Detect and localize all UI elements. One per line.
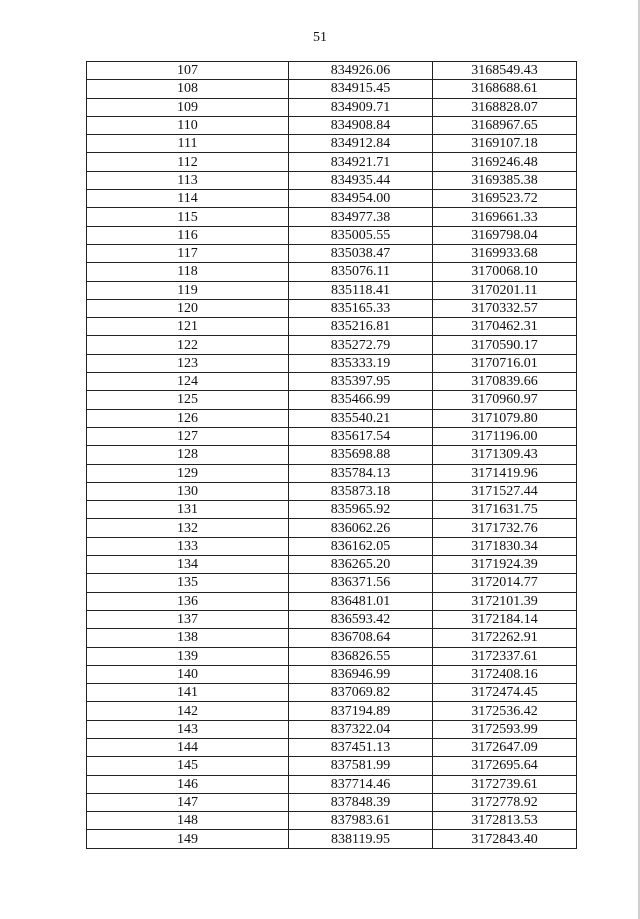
table-row (87, 427, 577, 445)
table-row (87, 135, 577, 153)
y-coordinate-cell: 3172101.39 (433, 592, 577, 610)
x-coordinate-cell: 835466.99 (289, 391, 433, 409)
table-row (87, 757, 577, 775)
y-coordinate-cell: 3171196.00 (433, 427, 577, 445)
x-coordinate-cell: 835118.41 (289, 281, 433, 299)
table-row (87, 80, 577, 98)
table-row (87, 610, 577, 628)
table-row (87, 830, 577, 848)
point-number-cell: 139 (87, 647, 289, 665)
x-coordinate-cell: 835005.55 (289, 226, 433, 244)
y-coordinate-cell: 3172695.64 (433, 757, 577, 775)
x-coordinate-cell: 834926.06 (289, 62, 433, 80)
point-number-cell: 124 (87, 373, 289, 391)
x-coordinate-cell: 835965.92 (289, 501, 433, 519)
x-coordinate-cell: 836946.99 (289, 665, 433, 683)
y-coordinate-cell: 3169523.72 (433, 190, 577, 208)
point-number-cell: 136 (87, 592, 289, 610)
y-coordinate-cell: 3172014.77 (433, 574, 577, 592)
table-row (87, 464, 577, 482)
point-number-cell: 130 (87, 482, 289, 500)
point-number-cell: 129 (87, 464, 289, 482)
y-coordinate-cell: 3171924.39 (433, 556, 577, 574)
table-row (87, 190, 577, 208)
point-number-cell: 148 (87, 812, 289, 830)
point-number-cell: 122 (87, 336, 289, 354)
y-coordinate-cell: 3172593.99 (433, 720, 577, 738)
table-row (87, 226, 577, 244)
table-row (87, 263, 577, 281)
point-number-cell: 117 (87, 244, 289, 262)
y-coordinate-cell: 3169661.33 (433, 208, 577, 226)
y-coordinate-cell: 3169933.68 (433, 244, 577, 262)
x-coordinate-cell: 834915.45 (289, 80, 433, 98)
point-number-cell: 125 (87, 391, 289, 409)
point-number-cell: 133 (87, 537, 289, 555)
point-number-cell: 137 (87, 610, 289, 628)
point-number-cell: 111 (87, 135, 289, 153)
y-coordinate-cell: 3169798.04 (433, 226, 577, 244)
y-coordinate-cell: 3168828.07 (433, 98, 577, 116)
point-number-cell: 140 (87, 665, 289, 683)
point-number-cell: 147 (87, 793, 289, 811)
x-coordinate-cell: 835272.79 (289, 336, 433, 354)
point-number-cell: 120 (87, 299, 289, 317)
y-coordinate-cell: 3168688.61 (433, 80, 577, 98)
point-number-cell: 109 (87, 98, 289, 116)
y-coordinate-cell: 3171830.34 (433, 537, 577, 555)
point-number-cell: 128 (87, 446, 289, 464)
point-number-cell: 119 (87, 281, 289, 299)
point-number-cell: 135 (87, 574, 289, 592)
y-coordinate-cell: 3172474.45 (433, 684, 577, 702)
point-number-cell: 110 (87, 116, 289, 134)
x-coordinate-cell: 837714.46 (289, 775, 433, 793)
x-coordinate-cell: 835165.33 (289, 299, 433, 317)
table-row (87, 482, 577, 500)
point-number-cell: 121 (87, 318, 289, 336)
table-row (87, 812, 577, 830)
point-number-cell: 123 (87, 354, 289, 372)
point-number-cell: 112 (87, 153, 289, 171)
x-coordinate-cell: 834935.44 (289, 171, 433, 189)
x-coordinate-cell: 836371.56 (289, 574, 433, 592)
y-coordinate-cell: 3172647.09 (433, 738, 577, 756)
table-row (87, 702, 577, 720)
x-coordinate-cell: 837194.89 (289, 702, 433, 720)
x-coordinate-cell: 836708.64 (289, 629, 433, 647)
point-number-cell: 145 (87, 757, 289, 775)
x-coordinate-cell: 835617.54 (289, 427, 433, 445)
x-coordinate-cell: 834954.00 (289, 190, 433, 208)
x-coordinate-cell: 835397.95 (289, 373, 433, 391)
x-coordinate-cell: 837581.99 (289, 757, 433, 775)
x-coordinate-cell: 835784.13 (289, 464, 433, 482)
table-row (87, 318, 577, 336)
table-row (87, 775, 577, 793)
point-number-cell: 118 (87, 263, 289, 281)
x-coordinate-cell: 835216.81 (289, 318, 433, 336)
y-coordinate-cell: 3172262.91 (433, 629, 577, 647)
table-row (87, 537, 577, 555)
point-number-cell: 115 (87, 208, 289, 226)
coordinates-table-body (87, 62, 577, 849)
table-row (87, 354, 577, 372)
y-coordinate-cell: 3169246.48 (433, 153, 577, 171)
x-coordinate-cell: 835698.88 (289, 446, 433, 464)
point-number-cell: 132 (87, 519, 289, 537)
table-row (87, 373, 577, 391)
table-row (87, 574, 577, 592)
x-coordinate-cell: 837848.39 (289, 793, 433, 811)
y-coordinate-cell: 3171527.44 (433, 482, 577, 500)
y-coordinate-cell: 3170068.10 (433, 263, 577, 281)
point-number-cell: 116 (87, 226, 289, 244)
point-number-cell: 126 (87, 409, 289, 427)
table-row (87, 244, 577, 262)
y-coordinate-cell: 3171419.96 (433, 464, 577, 482)
x-coordinate-cell: 835333.19 (289, 354, 433, 372)
x-coordinate-cell: 836826.55 (289, 647, 433, 665)
x-coordinate-cell: 836062.26 (289, 519, 433, 537)
table-row (87, 171, 577, 189)
y-coordinate-cell: 3169107.18 (433, 135, 577, 153)
y-coordinate-cell: 3172778.92 (433, 793, 577, 811)
y-coordinate-cell: 3171732.76 (433, 519, 577, 537)
table-row (87, 336, 577, 354)
x-coordinate-cell: 836593.42 (289, 610, 433, 628)
point-number-cell: 142 (87, 702, 289, 720)
table-row (87, 684, 577, 702)
x-coordinate-cell: 836481.01 (289, 592, 433, 610)
table-row (87, 519, 577, 537)
point-number-cell: 131 (87, 501, 289, 519)
table-row (87, 738, 577, 756)
y-coordinate-cell: 3171309.43 (433, 446, 577, 464)
table-row (87, 665, 577, 683)
y-coordinate-cell: 3170201.11 (433, 281, 577, 299)
point-number-cell: 146 (87, 775, 289, 793)
x-coordinate-cell: 835873.18 (289, 482, 433, 500)
y-coordinate-cell: 3171631.75 (433, 501, 577, 519)
table-row (87, 62, 577, 80)
y-coordinate-cell: 3172536.42 (433, 702, 577, 720)
y-coordinate-cell: 3170839.66 (433, 373, 577, 391)
table-row (87, 793, 577, 811)
x-coordinate-cell: 834921.71 (289, 153, 433, 171)
point-number-cell: 134 (87, 556, 289, 574)
table-row (87, 409, 577, 427)
y-coordinate-cell: 3172337.61 (433, 647, 577, 665)
point-number-cell: 108 (87, 80, 289, 98)
table-row (87, 153, 577, 171)
x-coordinate-cell: 836265.20 (289, 556, 433, 574)
table-row (87, 446, 577, 464)
y-coordinate-cell: 3172739.61 (433, 775, 577, 793)
x-coordinate-cell: 834908.84 (289, 116, 433, 134)
table-row (87, 720, 577, 738)
x-coordinate-cell: 835038.47 (289, 244, 433, 262)
table-row (87, 116, 577, 134)
point-number-cell: 141 (87, 684, 289, 702)
point-number-cell: 149 (87, 830, 289, 848)
table-row (87, 556, 577, 574)
point-number-cell: 143 (87, 720, 289, 738)
table-row (87, 592, 577, 610)
table-row (87, 629, 577, 647)
point-number-cell: 127 (87, 427, 289, 445)
y-coordinate-cell: 3170590.17 (433, 336, 577, 354)
table-row (87, 501, 577, 519)
y-coordinate-cell: 3172813.53 (433, 812, 577, 830)
x-coordinate-cell: 837069.82 (289, 684, 433, 702)
x-coordinate-cell: 834977.38 (289, 208, 433, 226)
x-coordinate-cell: 837983.61 (289, 812, 433, 830)
y-coordinate-cell: 3170462.31 (433, 318, 577, 336)
x-coordinate-cell: 835540.21 (289, 409, 433, 427)
page-number: 51 (313, 30, 327, 45)
table-row (87, 299, 577, 317)
x-coordinate-cell: 837451.13 (289, 738, 433, 756)
y-coordinate-cell: 3168967.65 (433, 116, 577, 134)
point-number-cell: 138 (87, 629, 289, 647)
table-row (87, 98, 577, 116)
x-coordinate-cell: 838119.95 (289, 830, 433, 848)
point-number-cell: 113 (87, 171, 289, 189)
point-number-cell: 144 (87, 738, 289, 756)
y-coordinate-cell: 3170332.57 (433, 299, 577, 317)
y-coordinate-cell: 3168549.43 (433, 62, 577, 80)
table-row (87, 647, 577, 665)
x-coordinate-cell: 834912.84 (289, 135, 433, 153)
table-row (87, 208, 577, 226)
y-coordinate-cell: 3172184.14 (433, 610, 577, 628)
y-coordinate-cell: 3171079.80 (433, 409, 577, 427)
y-coordinate-cell: 3170716.01 (433, 354, 577, 372)
y-coordinate-cell: 3172843.40 (433, 830, 577, 848)
point-number-cell: 107 (87, 62, 289, 80)
y-coordinate-cell: 3170960.97 (433, 391, 577, 409)
table-row (87, 391, 577, 409)
x-coordinate-cell: 834909.71 (289, 98, 433, 116)
coordinates-table (86, 61, 577, 849)
x-coordinate-cell: 835076.11 (289, 263, 433, 281)
point-number-cell: 114 (87, 190, 289, 208)
y-coordinate-cell: 3169385.38 (433, 171, 577, 189)
table-row (87, 281, 577, 299)
x-coordinate-cell: 837322.04 (289, 720, 433, 738)
x-coordinate-cell: 836162.05 (289, 537, 433, 555)
y-coordinate-cell: 3172408.16 (433, 665, 577, 683)
